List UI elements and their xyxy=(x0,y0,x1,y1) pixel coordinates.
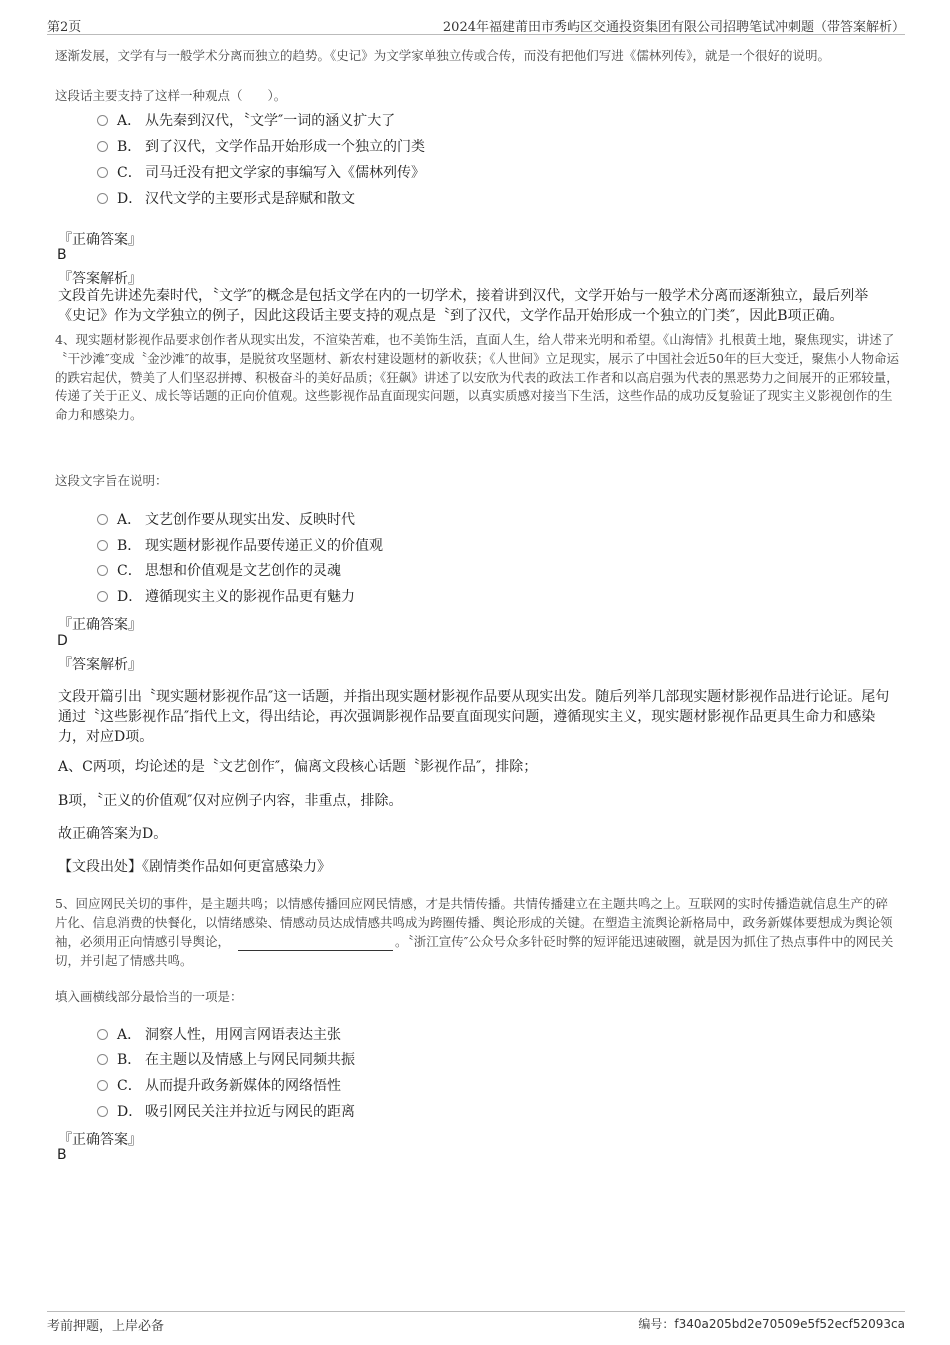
option-text: 吸引网民关注并拉近与网民的距离 xyxy=(145,1104,355,1120)
q4-analysis-label: 『答案解析』 xyxy=(58,657,142,673)
fill-blank xyxy=(238,938,393,951)
radio-icon[interactable] xyxy=(97,514,108,525)
q3-passage: 逐渐发展，文学有与一般学术分离而独立的趋势。《史记》为文学家单独立传或合传，而没有把他们写进《儒林列传》，就是一个很好的说明。 xyxy=(55,48,831,63)
q4-answer-label: 『正确答案』 xyxy=(58,617,142,633)
radio-icon[interactable] xyxy=(97,193,108,204)
q5-prompt: 填入画横线部分最恰当的一项是： xyxy=(55,989,243,1004)
option-text: 在主题以及情感上与网民同频共振 xyxy=(145,1052,355,1068)
radio-icon[interactable] xyxy=(97,591,108,602)
q4-analysis-p3: B项，〝正义的价值观″仅对应例子内容，非重点，排除。 xyxy=(58,793,403,809)
option-text: 从先秦到汉代，〝文学″一词的涵义扩大了 xyxy=(145,113,396,129)
q3-analysis: 文段首先讲述先秦时代，〝文学″的概念是包括文学在内的一切学术，接着讲到汉代，文学开始与一般学术分离而逐渐独立，最后列举《史记》作为文学独立的例子，因此这段话主要支持的观点是〝到了汉代，文学作品开始形成一个独立的门类″，因此B项正确。 xyxy=(58,288,869,324)
document-id: 编号：f340a205bd2e70509e5f52ecf52093ca xyxy=(638,1317,905,1331)
q3-option-b[interactable] xyxy=(97,136,425,156)
option-letter: C． xyxy=(117,1078,142,1094)
option-text: 思想和价值观是文艺创作的灵魂 xyxy=(145,563,341,579)
q4-option-d[interactable] xyxy=(97,586,355,606)
q4-source: 【文段出处】《剧情类作品如何更富感染力》 xyxy=(58,859,331,875)
q3-option-c[interactable] xyxy=(97,162,425,182)
option-letter: A． xyxy=(117,512,142,528)
option-text: 司马迁没有把文学家的事编写入《儒林列传》 xyxy=(145,165,425,181)
option-text: 现实题材影视作品要传递正义的价值观 xyxy=(145,538,383,554)
page-number: 第2页 xyxy=(47,20,82,35)
q5-option-c[interactable] xyxy=(97,1075,341,1095)
radio-icon[interactable] xyxy=(97,540,108,551)
page-header xyxy=(47,14,905,35)
option-letter: D． xyxy=(117,191,143,207)
q4-option-a[interactable] xyxy=(97,509,355,529)
q4-analysis-p1: 文段开篇引出〝现实题材影视作品″这一话题，并指出现实题材影视作品要从现实出发。随后列举几部现实题材影视作品进行论证。尾句通过〝这些影视作品″指代上文，得出结论，再次强调影视作品要直面现实问题，遵循现实主义，现实题材影视作品更具生命力和感染力，对应D项。 xyxy=(58,689,890,745)
radio-icon[interactable] xyxy=(97,565,108,576)
q3-option-d[interactable] xyxy=(97,188,355,208)
option-letter: C． xyxy=(117,165,142,181)
q4-prompt: 这段文字旨在说明： xyxy=(55,473,168,488)
option-letter: B． xyxy=(117,139,142,155)
option-letter: D． xyxy=(117,589,143,605)
q5-answer: B xyxy=(57,1147,67,1163)
q3-answer: B xyxy=(57,247,67,263)
document-title: 2024年福建莆田市秀屿区交通投资集团有限公司招聘笔试冲刺题（带答案解析） xyxy=(442,20,905,35)
option-text: 遵循现实主义的影视作品更有魅力 xyxy=(145,589,355,605)
q5-passage-before: 5、回应网民关切的事件，是主题共鸣；以情感传播回应网民情感，才是共情传播。共情传播建立在主题共鸣之上。互联网的实时传播造就信息生产的碎片化、信息消费的快餐化，以情绪感染、情感动员达成情感共鸣成为跨圈传播、舆论形成的关键。在塑造主流舆论新格局中，政务新媒体要想成为舆论领袖，必须用正向情感引导舆论， xyxy=(55,896,893,949)
q5-option-b[interactable] xyxy=(97,1049,355,1069)
q5-answer-label: 『正确答案』 xyxy=(58,1132,142,1148)
radio-icon[interactable] xyxy=(97,167,108,178)
q4-option-c[interactable] xyxy=(97,560,341,580)
q5-option-d[interactable] xyxy=(97,1101,355,1121)
q3-analysis-label: 『答案解析』 xyxy=(58,271,142,287)
radio-icon[interactable] xyxy=(97,115,108,126)
footer-slogan: 考前押题，上岸必备 xyxy=(47,1319,165,1334)
option-letter: A． xyxy=(117,113,142,129)
option-text: 到了汉代，文学作品开始形成一个独立的门类 xyxy=(145,139,425,155)
q4-option-b[interactable] xyxy=(97,535,383,555)
option-text: 文艺创作要从现实出发、反映时代 xyxy=(145,512,355,528)
option-letter: B． xyxy=(117,538,142,554)
q4-answer: D xyxy=(57,633,68,649)
q4-passage: 4、现实题材影视作品要求创作者从现实出发，不渲染苦难，也不美饰生活，直面人生，给人带来光明和希望。《山海情》扎根黄土地，聚焦现实，讲述了〝干沙滩″变成〝金沙滩″的故事，是脱贫攻坚题材、新农村建设题材的新收获；《人世间》立足现实，展示了中国社会近50年的巨大变迁，聚焦小人物命运的跌宕起伏，赞美了人们坚忍拼搏、积极奋斗的美好品质；《狂飙》讲述了以安欣为代表的政法工作者和以高启强为代表的黑恶势力之间展开的正邪较量，传递了关于正义、成长等话题的正向价值观。这些影视作品直面现实问题，以真实质感对接当下生活，这些作品的成功反复验证了现实主义影视创作的生命力和感染力。 xyxy=(55,332,899,423)
q3-option-a[interactable] xyxy=(97,110,395,130)
q5-option-a[interactable] xyxy=(97,1024,341,1044)
q5-passage-after: 。〝浙江宣传″公众号众多针砭时弊的短评能迅速破圈，就是因为抓住了热点事件中的网民关切，并引起了情感共鸣。 xyxy=(55,934,894,968)
option-letter: C． xyxy=(117,563,142,579)
option-text: 从而提升政务新媒体的网络悟性 xyxy=(145,1078,341,1094)
radio-icon[interactable] xyxy=(97,141,108,152)
option-text: 洞察人性，用网言网语表达主张 xyxy=(145,1027,341,1043)
page-footer xyxy=(47,1311,905,1334)
radio-icon[interactable] xyxy=(97,1080,108,1091)
q5-passage xyxy=(55,894,900,970)
option-letter: B． xyxy=(117,1052,142,1068)
option-text: 汉代文学的主要形式是辞赋和散文 xyxy=(145,191,355,207)
q4-analysis-p2: A、C两项，均论述的是〝文艺创作″，偏离文段核心话题〝影视作品″，排除； xyxy=(58,759,538,775)
radio-icon[interactable] xyxy=(97,1029,108,1040)
option-letter: A． xyxy=(117,1027,142,1043)
q3-prompt: 这段话主要支持了这样一种观点（ ）。 xyxy=(55,88,287,103)
option-letter: D． xyxy=(117,1104,143,1120)
q3-answer-label: 『正确答案』 xyxy=(58,232,142,248)
radio-icon[interactable] xyxy=(97,1106,108,1117)
q4-analysis-p4: 故正确答案为D。 xyxy=(58,826,168,842)
radio-icon[interactable] xyxy=(97,1054,108,1065)
